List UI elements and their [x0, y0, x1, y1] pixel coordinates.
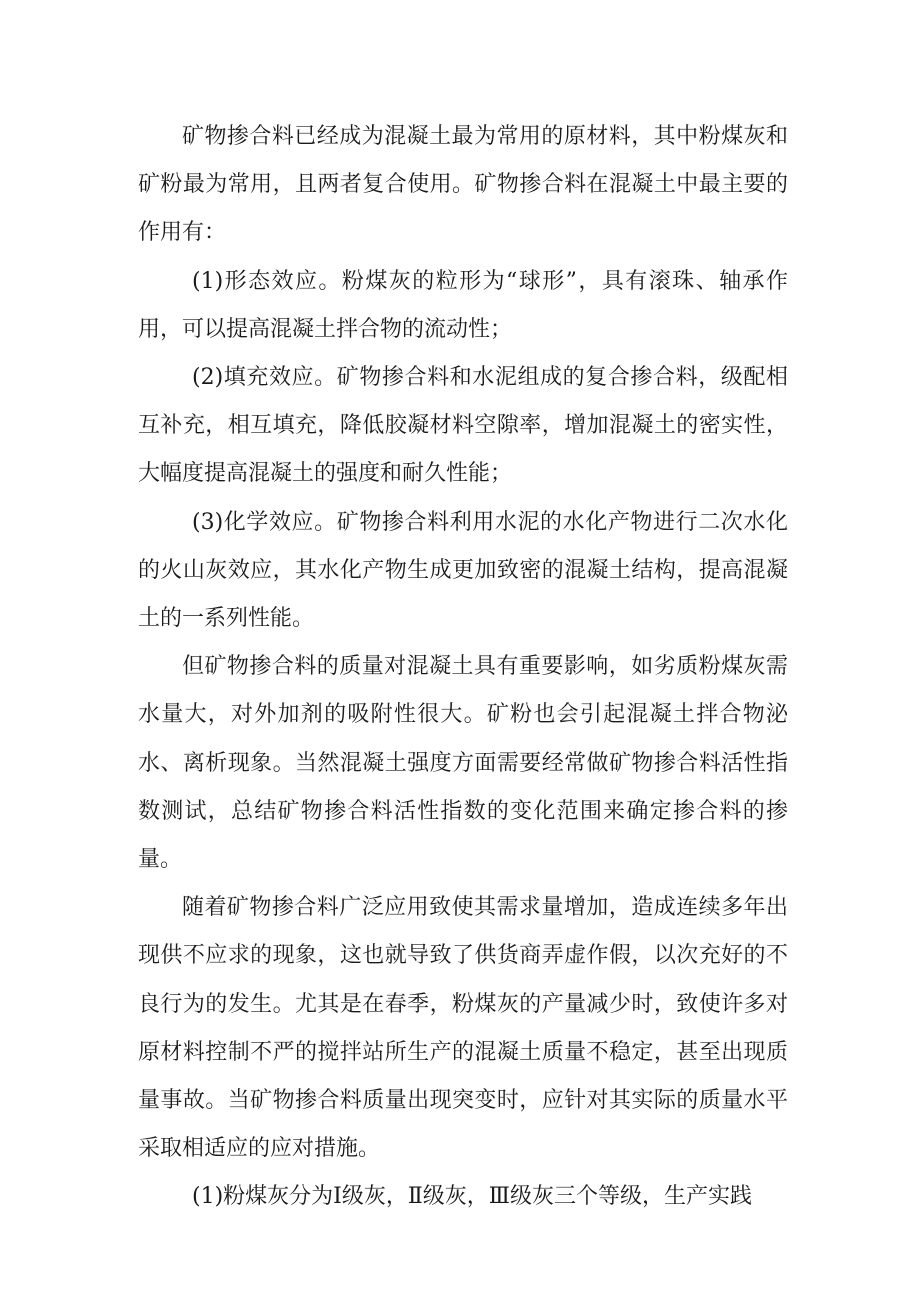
document-page [138, 113, 788, 1222]
intro-paragraph: 矿物掺合料已经成为混凝土最为常用的原材料，其中粉煤灰和矿粉最为常用，且两者复合使用。矿物掺合料在混凝土中最主要的作用有： [138, 124, 788, 246]
chemical-effect-paragraph: (3)化学效应。矿物掺合料利用水泥的水化产物进行二次水化的火山灰效应，其水化产物生成更加致密的混凝土结构，提高混凝土的一系列性能。 [138, 509, 788, 632]
shape-effect-paragraph: (1)形态效应。粉煤灰的粒形为“球形”，具有滚珠、轴承作用，可以提高混凝土拌合物的流动性； [138, 268, 788, 342]
filling-effect-paragraph: (2)填充效应。矿物掺合料和水泥组成的复合掺合料，级配相互补充，相互填充，降低胶凝材料空隙率，增加混凝土的密实性，大幅度提高混凝土的强度和耐久性能； [138, 365, 788, 487]
quality-impact-paragraph: 但矿物掺合料的质量对混凝土具有重要影响，如劣质粉煤灰需水量大，对外加剂的吸附性很大。矿粉也会引起混凝土拌合物泌水、离析现象。当然混凝土强度方面需要经常做矿物掺合料活性指数测试，总结矿物掺合料活性指数的变化范围来确定掺合料的掺量。 [138, 654, 788, 873]
supply-issue-paragraph: 随着矿物掺合料广泛应用致使其需求量增加，造成连续多年出现供不应求的现象，这也就导致了供货商弄虚作假，以次充好的不良行为的发生。尤其是在春季，粉煤灰的产量减少时，致使许多对原材料控制不严的搅拌站所生产的混凝土质量不稳定，甚至出现质量事故。当矿物掺合料质量出现突变时，应针对其实际的质量水平采取相适应的应对措施。 [138, 895, 788, 1162]
fly-ash-grade-paragraph: (1)粉煤灰分为Ⅰ级灰，Ⅱ级灰，Ⅲ级灰三个等级，生产实践 [192, 1184, 753, 1210]
